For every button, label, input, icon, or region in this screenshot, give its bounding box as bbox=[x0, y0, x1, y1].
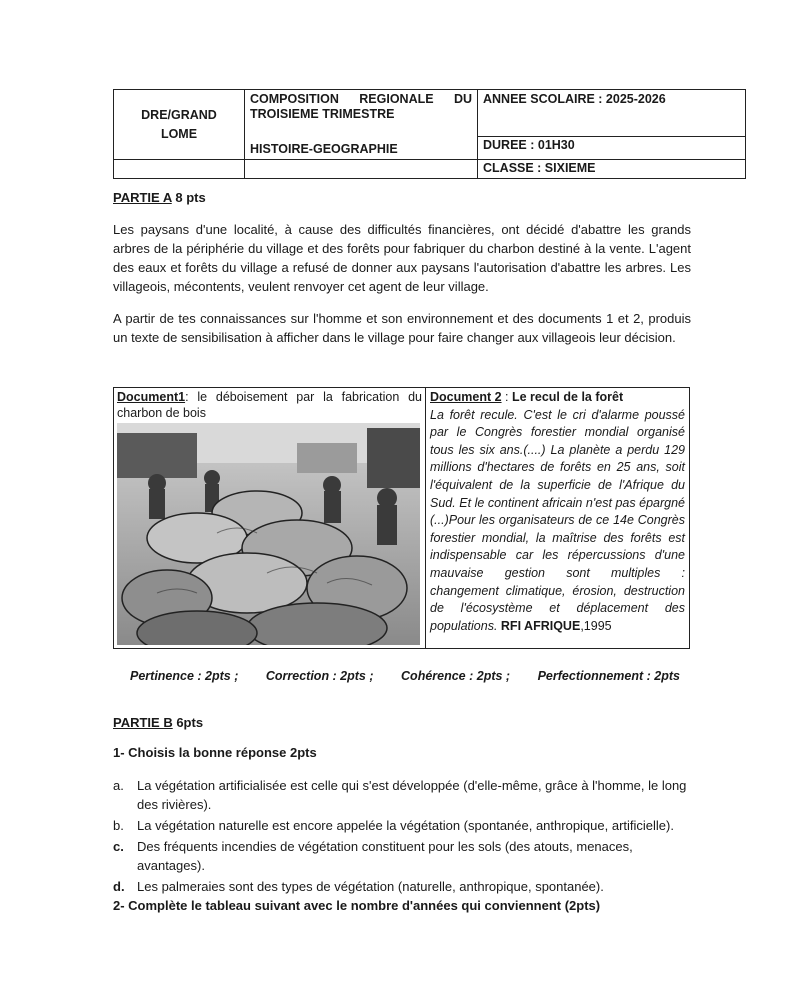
criterion-pertinence: Pertinence : 2pts ; bbox=[130, 669, 239, 683]
partie-a-title: PARTIE A 8 pts bbox=[113, 190, 206, 205]
charcoal-bags-photo bbox=[117, 423, 420, 645]
question-2-title: 2- Complète le tableau suivant avec le nombre d'années qui conviennent (2pts) bbox=[113, 898, 601, 913]
question-1-list bbox=[113, 776, 696, 898]
subject: HISTOIRE-GEOGRAPHIE bbox=[250, 142, 398, 156]
document-1 bbox=[114, 388, 426, 648]
duration: DUREE : 01H30 bbox=[478, 137, 746, 160]
document-2-year: ,1995 bbox=[580, 618, 612, 633]
partie-b-title: PARTIE B 6pts bbox=[113, 715, 204, 730]
exam-header-table bbox=[113, 89, 746, 179]
charcoal-photo-illustration bbox=[117, 423, 420, 645]
document-2 bbox=[426, 388, 689, 648]
document-2-body: La forêt recule. C'est le cri d'alarme poussé par le Congrès forestier mondial organisé tous les six ans.(....) La planète a perdu 129 millions d'hectares de forêts en 25 ans, soit l'équivalent de la superficie de l'Afrique du Sud. Et le continent africain n'est pas épargné (...)Pour les organisateurs de ce 14e Congrès forestier mondial, la maîtrise des forêts est indispensable car les répercussions d'une mauvaise gestion sont multiples : changement climatique, érosion, destruction de l'écosystème et déplacement des populations. RFI AFRIQUE,1995 bbox=[430, 407, 685, 633]
partie-a-paragraph-1: Les paysans d'une localité, à cause des difficultés financières, ont décidé d'abattre les grands arbres de la périphérie du village et des forêts pour fabriquer du charbon destiné à la vente. L'agent des eaux et forêts du village a refusé de donner aux paysans l'autorisation d'abattre les arbres. Les villageois, mécontents, veulent renvoyer cet agent de leur village. bbox=[113, 222, 691, 294]
list-item: a. La végétation artificialisée est celle qui s'est développée (d'elle-même, grâce à l'homme, le long des rivières). bbox=[113, 778, 687, 812]
header-spacer-2 bbox=[245, 160, 478, 179]
header-spacer-1 bbox=[114, 160, 245, 179]
region-line2: LOME bbox=[160, 126, 198, 141]
criterion-coherence: Cohérence : 2pts ; bbox=[401, 669, 511, 683]
region-line1: DRE/GRAND bbox=[141, 107, 217, 122]
criterion-perfectionnement: Perfectionnement : 2pts bbox=[537, 669, 680, 683]
question-1-title: 1- Choisis la bonne réponse 2pts bbox=[113, 745, 317, 760]
criterion-correction: Correction : 2pts ; bbox=[265, 669, 374, 683]
grading-criteria bbox=[130, 669, 680, 683]
document-2-source: RFI AFRIQUE bbox=[500, 618, 581, 633]
list-item: c. Des fréquents incendies de végétation constituent pour les sols (des atouts, menaces, avantages). bbox=[113, 839, 633, 873]
composition-title: COMPOSITION REGIONALE DU bbox=[250, 92, 472, 106]
partie-a-paragraph-2: A partir de tes connaissances sur l'homme et son environnement et des documents 1 et 2, produis un texte de sensibilisation à afficher dans le village pour faire changer aux villageois leur décision. bbox=[113, 311, 691, 345]
class: CLASSE : SIXIEME bbox=[478, 160, 746, 179]
document-2-heading: Document 2 : Le recul de la forêt bbox=[430, 390, 624, 404]
document-1-caption: Document1: le déboisement par la fabrication du charbon de bois bbox=[117, 390, 422, 420]
trimester: TROISIEME TRIMESTRE bbox=[250, 107, 395, 121]
composition-cell bbox=[245, 90, 478, 160]
list-item: b. La végétation naturelle est encore appelée la végétation (spontanée, anthropique, artificielle). bbox=[113, 818, 674, 833]
documents-box bbox=[113, 387, 690, 649]
region-cell bbox=[114, 90, 245, 160]
school-year: ANNEE SCOLAIRE : 2025-2026 bbox=[478, 90, 746, 137]
list-item: d. Les palmeraies sont des types de végétation (naturelle, anthropique, spontanée). bbox=[113, 879, 604, 894]
